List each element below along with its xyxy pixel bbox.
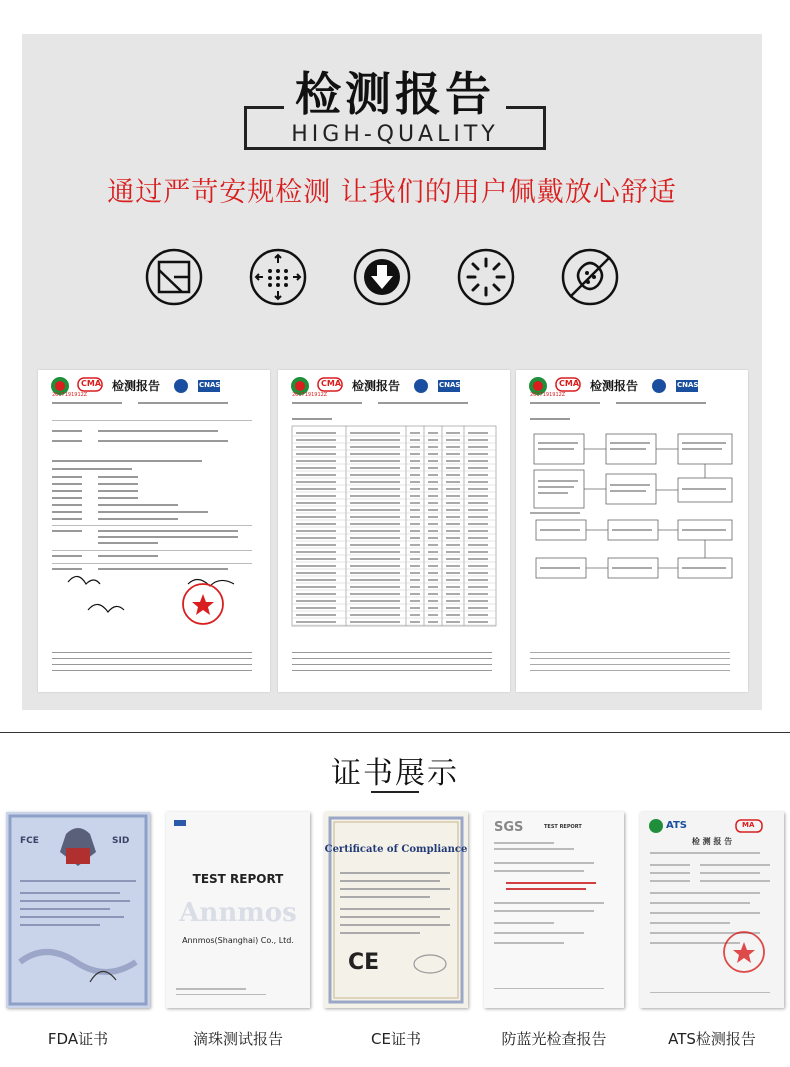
lens-film-icon xyxy=(144,247,204,307)
cert-subheading: 检 测 报 告 xyxy=(691,837,733,846)
ce-certificate xyxy=(324,812,468,1008)
drip-test-report xyxy=(166,812,310,1008)
report-code: 2017191912Z xyxy=(292,392,328,398)
cnas-label: CNAS xyxy=(677,381,699,389)
breathable-grid-icon xyxy=(248,247,308,307)
header-box xyxy=(244,66,546,150)
no-germ-icon xyxy=(560,247,620,307)
cert-caption-fda: FDA证书 xyxy=(47,1030,109,1048)
blue-light-block-icon xyxy=(456,247,516,307)
report-code: 2017191912Z xyxy=(52,392,88,398)
cert-caption-drip: 滴珠测试报告 xyxy=(192,1030,283,1048)
cert-caption-ats: ATS检测报告 xyxy=(668,1030,756,1048)
report-title: 检测报告 xyxy=(112,379,161,393)
cert-subheading: TEST REPORT xyxy=(544,824,582,830)
cert-caption-blue-light: 防蓝光检查报告 xyxy=(501,1030,607,1048)
test-report-page xyxy=(38,370,270,692)
test-report-table-page xyxy=(278,370,510,692)
ats-test-report xyxy=(640,812,784,1008)
cma-label: CMA xyxy=(559,379,580,388)
fda-certificate xyxy=(6,812,150,1008)
section-title: 证书展示 xyxy=(331,756,459,791)
cert-caption-ce: CE证书 xyxy=(371,1030,421,1048)
page-subtitle: HIGH-QUALITY xyxy=(291,122,499,147)
sgs-logo: SGS xyxy=(494,820,524,835)
report-code: 2017191912Z xyxy=(530,392,566,398)
down-arrow-icon xyxy=(352,247,412,307)
cnas-label: CNAS xyxy=(199,381,221,389)
test-report-flowchart-page xyxy=(516,370,748,692)
ats-logo: ATS xyxy=(666,820,687,831)
cma-label: CMA xyxy=(321,379,342,388)
section-underline xyxy=(371,791,419,793)
cnas-label: CNAS xyxy=(439,381,461,389)
cert-heading: TEST REPORT xyxy=(192,872,284,886)
cert-watermark: Annmos xyxy=(179,898,297,928)
cert-heading-left: FCE xyxy=(20,836,39,846)
ce-mark: CE xyxy=(348,950,380,975)
cert-heading: Certificate of Compliance xyxy=(324,844,468,855)
report-title: 检测报告 xyxy=(352,379,401,393)
section-divider xyxy=(0,732,790,733)
cma-label: MA xyxy=(742,821,755,829)
cert-heading-right: SID xyxy=(112,836,130,846)
cert-company: Annmos(Shanghai) Co., Ltd. xyxy=(182,936,294,945)
anti-blue-light-report xyxy=(484,812,624,1008)
tagline: 通过严苛安规检测 让我们的用户佩戴放心舒适 xyxy=(107,177,677,208)
report-title: 检测报告 xyxy=(590,379,639,393)
cma-label: CMA xyxy=(81,379,102,388)
page-title: 检测报告 xyxy=(295,67,495,121)
